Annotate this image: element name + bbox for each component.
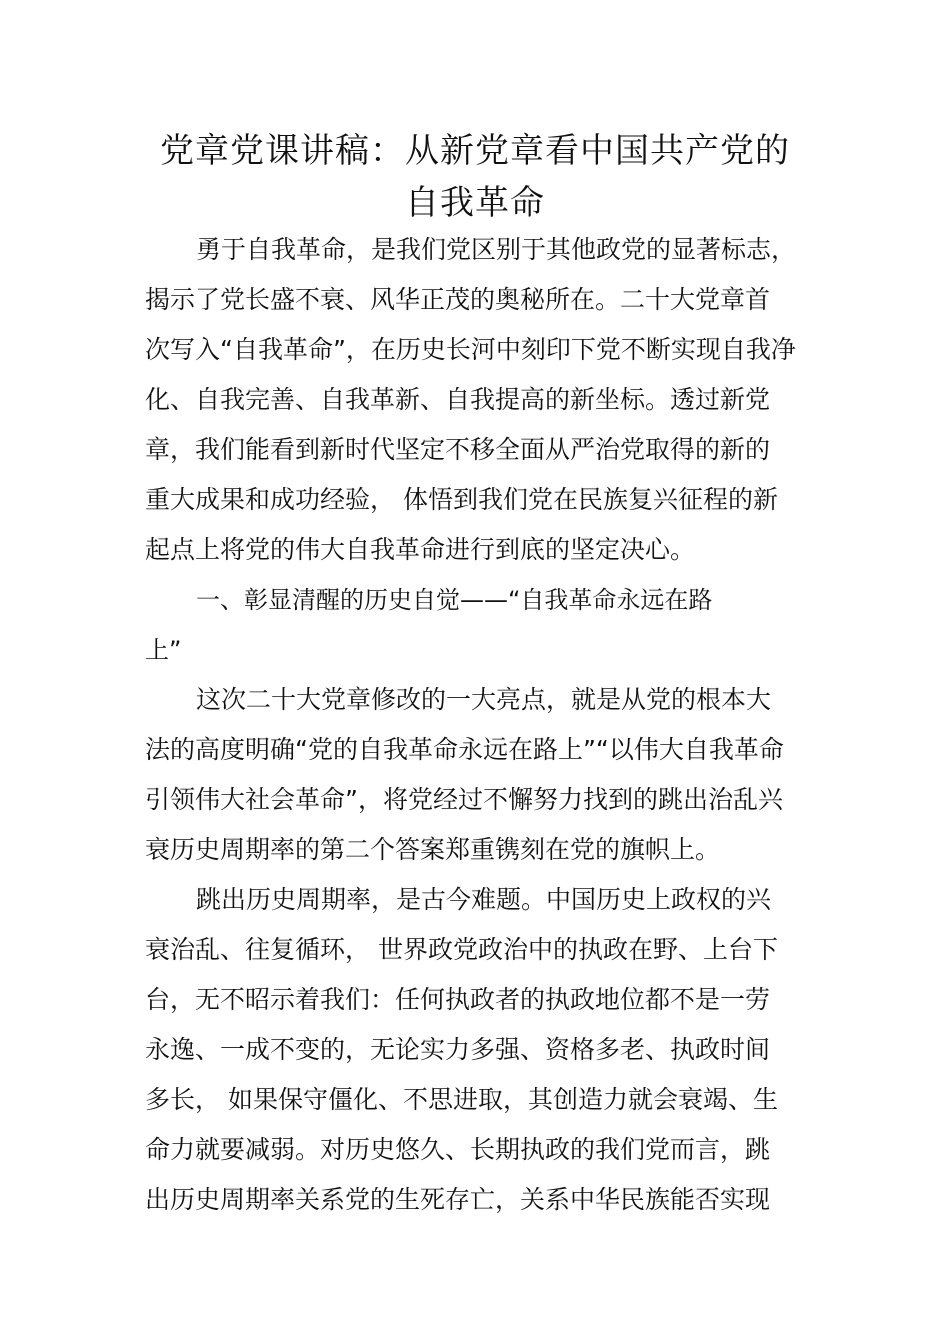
paragraph-2-line-3: 引领伟大社会革命”，将党经过不懈努力找到的跳出治乱兴 — [145, 785, 783, 814]
paragraph-3-line-6: 命力就要减弱。对历史悠久、长期执政的我们党而言，跳 — [145, 1135, 771, 1164]
paragraph-3-line-7: 出历史周期率关系党的生死存亡，关系中华民族能否实现 — [145, 1185, 771, 1214]
paragraph-3-line-4: 永逸、一成不变的，无论实力多强、资格多老、执政时间 — [145, 1035, 771, 1064]
paragraph-3-line-3: 台，无不昭示着我们：任何执政者的执政地位都不是一劳 — [145, 985, 771, 1014]
paragraph-2-line-4: 衰历史周期率的第二个答案郑重镌刻在党的旗帜上。 — [145, 835, 721, 864]
document-title-line-1: 党章党课讲稿：从新党章看中国共产党的 — [160, 131, 790, 171]
document-title-line-2: 自我革命 — [405, 183, 545, 223]
paragraph-1-line-1: 勇于自我革命，是我们党区别于其他政党的显著标志， — [196, 235, 797, 264]
paragraph-1-line-3: 次写入“自我革命”，在历史长河中刻印下党不断实现自我净 — [145, 335, 796, 364]
paragraph-1-line-6: 重大成果和成功经验， 体悟到我们党在民族复兴征程的新 — [145, 485, 778, 514]
paragraph-2-line-1: 这次二十大党章修改的一大亮点，就是从党的根本大 — [196, 685, 772, 714]
paragraph-2-line-2: 法的高度明确“党的自我革命永远在路上”“以伟大自我革命 — [145, 735, 784, 764]
paragraph-3-line-5: 多长， 如果保守僵化、不思进取，其创造力就会衰竭、生 — [145, 1085, 778, 1114]
section-heading-line-1: 一、彰显清醒的历史自觉——“自我革命永远在路 — [196, 586, 713, 614]
paragraph-1-line-4: 化、自我完善、自我革新、自我提高的新坐标。透过新党 — [145, 385, 771, 414]
paragraph-3-line-1: 跳出历史周期率，是古今难题。中国历史上政权的兴 — [196, 885, 772, 914]
section-heading-line-2: 上” — [145, 636, 182, 664]
paragraph-3-line-2: 衰治乱、往复循环， 世界政党政治中的执政在野、上台下 — [145, 935, 778, 964]
paragraph-1-line-2: 揭示了党长盛不衰、风华正茂的奥秘所在。二十大党章首 — [145, 285, 771, 314]
paragraph-1-line-5: 章，我们能看到新时代坚定不移全面从严治党取得的新的 — [145, 435, 771, 464]
paragraph-1-line-7: 起点上将党的伟大自我革命进行到底的坚定决心。 — [145, 535, 696, 564]
